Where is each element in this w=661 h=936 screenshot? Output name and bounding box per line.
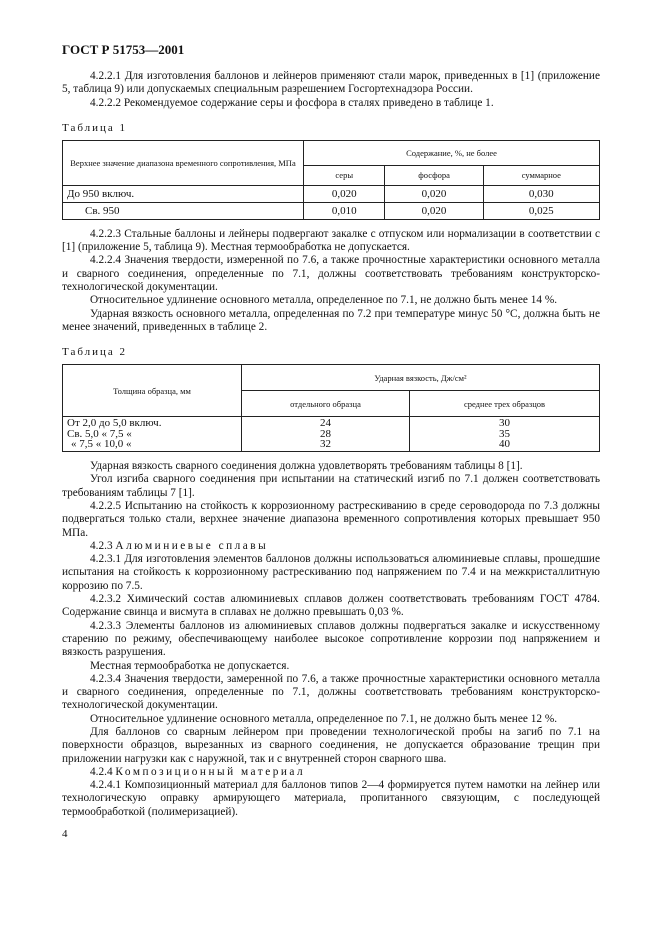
paragraph-4-2-2-1: 4.2.2.1 Для изготовления баллонов и лейнеров применяют стали марок, приведенных в [1] (приложение 5, таблица 9) или допускаемых специальным разрешением Госгортехнадзора России. [62,70,600,96]
document-header: ГОСТ Р 51753—2001 [62,42,185,57]
table-cell: 40 [499,438,510,451]
paragraph-4-2-2-2: 4.2.2.2 Рекомендуемое содержание серы и фосфора в сталях приведено в таблице 1. [90,96,494,109]
table-cell: 0,020 [304,185,385,202]
table-2-thickness-line: От 2,0 до 5,0 включ. [67,417,162,430]
table-1-subheader-sulfur: серы [304,165,385,185]
table-cell: 0,030 [483,185,599,202]
paragraph-4-2-3-2: 4.2.3.2 Химический состав алюминиевых сплавов должен соответствовать требованиям ГОСТ 4784. Содержание свинца и висмута в сплавах не должно превышать 0,03 %. [62,593,600,619]
table-cell: 0,025 [483,202,599,219]
paragraph-4-2-3-4: 4.2.3.4 Значения твердости, замеренной по 7.6, а также прочностные характеристики основного металла и сварного соединения, определенные по 7.1, должны соответствовать требованиям конструкторско-технологической документации. [62,672,600,712]
section-title: Композиционный материал [115,765,306,778]
section-title: Алюминиевые сплавы [115,539,269,552]
paragraph-elongation-steel: Относительное удлинение основного металла, определенное по 7.1, не должно быть менее 14 %. [90,294,558,307]
paragraph-4-2-3-1: 4.2.3.1 Для изготовления элементов баллонов должны использоваться алюминиевые сплавы, прошедшие испытания на стойкость к коррозионному растрескиванию под напряжением по 7.4 и на межкристаллитную коррозию по 7.5. [62,553,600,592]
table-2-thickness-cell [63,417,242,452]
paragraph-local-heat-treatment: Местная термообработка не допускается. [90,659,290,672]
section-number: 4.2.4 [90,765,113,778]
table-1-subheader-total: суммарное [483,165,599,185]
table-2 [62,364,600,452]
table-cell: 0,010 [304,202,385,219]
paragraph-4-2-4-1: 4.2.4.1 Композиционный материал для баллонов типов 2—4 формируется путем намотки на лейнер или технологическую оправку армирующего материала, пропитанного связующим, с последующей термообработкой (полимеризацией). [62,779,600,818]
section-number: 4.2.3 [90,539,113,552]
table-cell: 0,020 [385,185,483,202]
paragraph-4-2-2-5: 4.2.2.5 Испытанию на стойкость к коррозионному растрескиванию в среде сероводорода по 7.3 должны подвергаться только стали, верхнее значение диапазона временного сопротивления которых превышает 950 МПа. [62,499,600,539]
table-cell: 32 [320,438,331,451]
paragraph-bend-angle: Угол изгиба сварного соединения при испытании на статический изгиб по 7.1 должен соответствовать требованиям таблицы 7 [1]. [62,473,600,499]
table-row [63,202,600,219]
table-2-thickness-line: Св. 5,0 « 7,5 « [67,427,132,440]
paragraph-elongation-aluminium: Относительное удлинение основного металла, определенное по 7.1, не должно быть менее 12 %. [90,712,558,725]
table-cell: 35 [499,427,510,440]
table-2-header-impact: Ударная вязкость, Дж/см² [242,365,600,391]
table-1 [62,140,600,220]
table-2-thickness-line: « 7,5 « 10,0 « [71,438,132,451]
table-1-row-label: Св. 950 [63,202,304,219]
paragraph-4-2-2-4: 4.2.2.4 Значения твердости, измеренной по 7.6, а также прочностные характеристики основного металла и сварного соединения, определенные по 7.1, должны соответствовать требованиям конструкторско-технологической документации. [62,254,600,294]
paragraph-impact-steel: Ударная вязкость основного металла, определенная по 7.2 при температуре минус 50 °С, должна быть не менее значений, приведенных в таблице 2. [62,307,600,333]
table-1-header-strength: Верхнее значение диапазона временного сопротивления, МПа [63,140,304,185]
page-number: 4 [62,828,68,840]
section-heading-4-2-3 [62,540,600,553]
table-row [63,417,600,452]
paragraph-4-2-2-3: 4.2.2.3 Стальные баллоны и лейнеры подвергают закалке с отпуском или нормализации в соответствии с [1] (приложение 5, таблица 9). Местная термообработка не допускается. [62,227,600,254]
table-2-subheader-single: отдельного образца [242,391,410,417]
paragraph-4-2-3-3: 4.2.3.3 Элементы баллонов из алюминиевых сплавов должны подвергаться закалке и искусственному старению по режиму, обеспечивающему наиболее высокое сопротивление коррозии под напряжением и вязкость разрушения. [62,619,600,659]
table-1-row-label: До 950 включ. [63,185,304,202]
table-1-caption: Таблица 1 [62,121,128,134]
table-1-subheader-phosphorus: фосфора [385,165,483,185]
table-cell: 28 [320,427,331,440]
table-1-header-content: Содержание, %, не более [304,140,600,165]
table-2-header-thickness: Толщина образца, мм [63,365,242,417]
table-cell: 24 [320,417,331,430]
table-2-single-cell [242,417,410,452]
table-cell: 0,020 [385,202,483,219]
paragraph-bend-test: Для баллонов со сварным лейнером при проведении технологической пробы на загиб по 7.1 на поверхности образцов, вырезанных из сварного соединения, не допускается образование трещин при приложении нагрузки как с наружной, так и с внутренней сторон сварного шва. [62,725,600,765]
table-2-average-cell [410,417,600,452]
table-2-caption: Таблица 2 [62,346,128,359]
section-heading-4-2-4 [62,766,600,779]
table-row [63,185,600,202]
paragraph-impact-weld: Ударная вязкость сварного соединения должна удовлетворять требованиям таблицы 8 [1]. [90,460,523,473]
document-body [62,70,600,819]
table-2-subheader-average: среднее трех образцов [410,391,600,417]
table-cell: 30 [499,417,510,430]
